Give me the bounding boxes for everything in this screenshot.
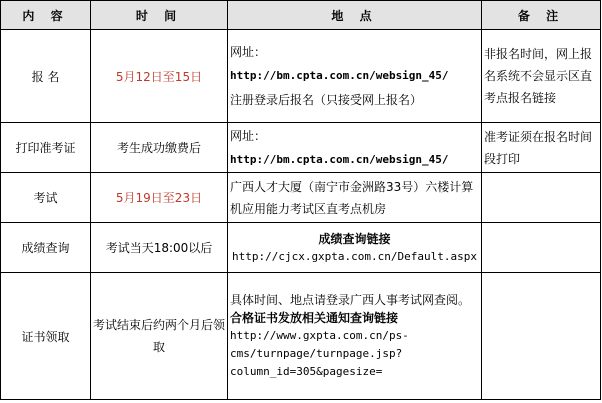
header-time: 时 间: [91, 1, 228, 30]
item-cell: 考试: [1, 173, 91, 223]
remark-cell: [482, 223, 601, 273]
registration-link[interactable]: http://bm.cpta.com.cn/websign_45/: [230, 69, 449, 82]
item-cell: 报 名: [1, 30, 91, 123]
score-query-link[interactable]: http://cjcx.gxpta.com.cn/Default.aspx: [231, 249, 478, 263]
score-query-title: 成绩查询链接: [318, 231, 391, 246]
remark-text: 准考证须在报名时间段打印: [484, 129, 593, 166]
place-cell: [228, 273, 482, 400]
time-cell: [91, 273, 228, 400]
table-row-registration: [1, 30, 601, 123]
certificate-time: 考试结束后约两个月后领取: [93, 318, 226, 354]
remark-cell: [482, 273, 601, 400]
certificate-link-line[interactable]: cms/turnpage/turnpage.jsp?: [230, 347, 403, 360]
place-cell: [228, 123, 482, 173]
time-cell: 5月19日至23日: [91, 173, 228, 223]
place-label: 网址：: [230, 45, 267, 59]
time-cell: 考试当天18:00以后: [91, 223, 228, 273]
table-row-certificate: [1, 273, 601, 400]
header-place: 地 点: [228, 1, 482, 30]
time-cell: 5月12日至15日: [91, 30, 228, 123]
place-note: 注册登录后报名（只接受网上报名）: [230, 93, 423, 107]
item-cell: 成绩查询: [1, 223, 91, 273]
item-cell: 打印准考证: [1, 123, 91, 173]
time-cell: 考生成功缴费后: [91, 123, 228, 173]
header-remark: 备 注: [482, 1, 601, 30]
certificate-link-line[interactable]: column_id=305&pagesize=: [230, 365, 383, 378]
header-content: 内 容: [1, 1, 91, 30]
table-row-score-query: [1, 223, 601, 273]
place-cell: [228, 223, 482, 273]
admission-ticket-link[interactable]: http://bm.cpta.com.cn/websign_45/: [230, 152, 449, 166]
table-header-row: [1, 1, 601, 30]
table-row-exam: [1, 173, 601, 223]
remark-cell: [482, 173, 601, 223]
remark-cell: [482, 123, 601, 173]
place-cell: [228, 173, 482, 223]
place-cell: [228, 30, 482, 123]
remark-cell: [482, 30, 601, 123]
certificate-link-line[interactable]: http://www.gxpta.com.cn/ps-: [230, 329, 409, 342]
remark-text: 非报名时间，网上报名系统不会显示区直考点报名链接: [484, 47, 593, 105]
place-label: 网址：: [230, 128, 267, 143]
certificate-notice-title: 合格证书发放相关通知查询链接: [230, 311, 399, 325]
exam-location: 广西人才大厦（南宁市金洲路33号）六楼计算机应用能力考试区直考点机房: [230, 179, 474, 216]
certificate-info: 具体时间、地点请登录广西人事考试网查阅。: [230, 293, 471, 307]
table-row-admission-ticket: [1, 123, 601, 173]
item-cell: 证书领取: [1, 273, 91, 400]
